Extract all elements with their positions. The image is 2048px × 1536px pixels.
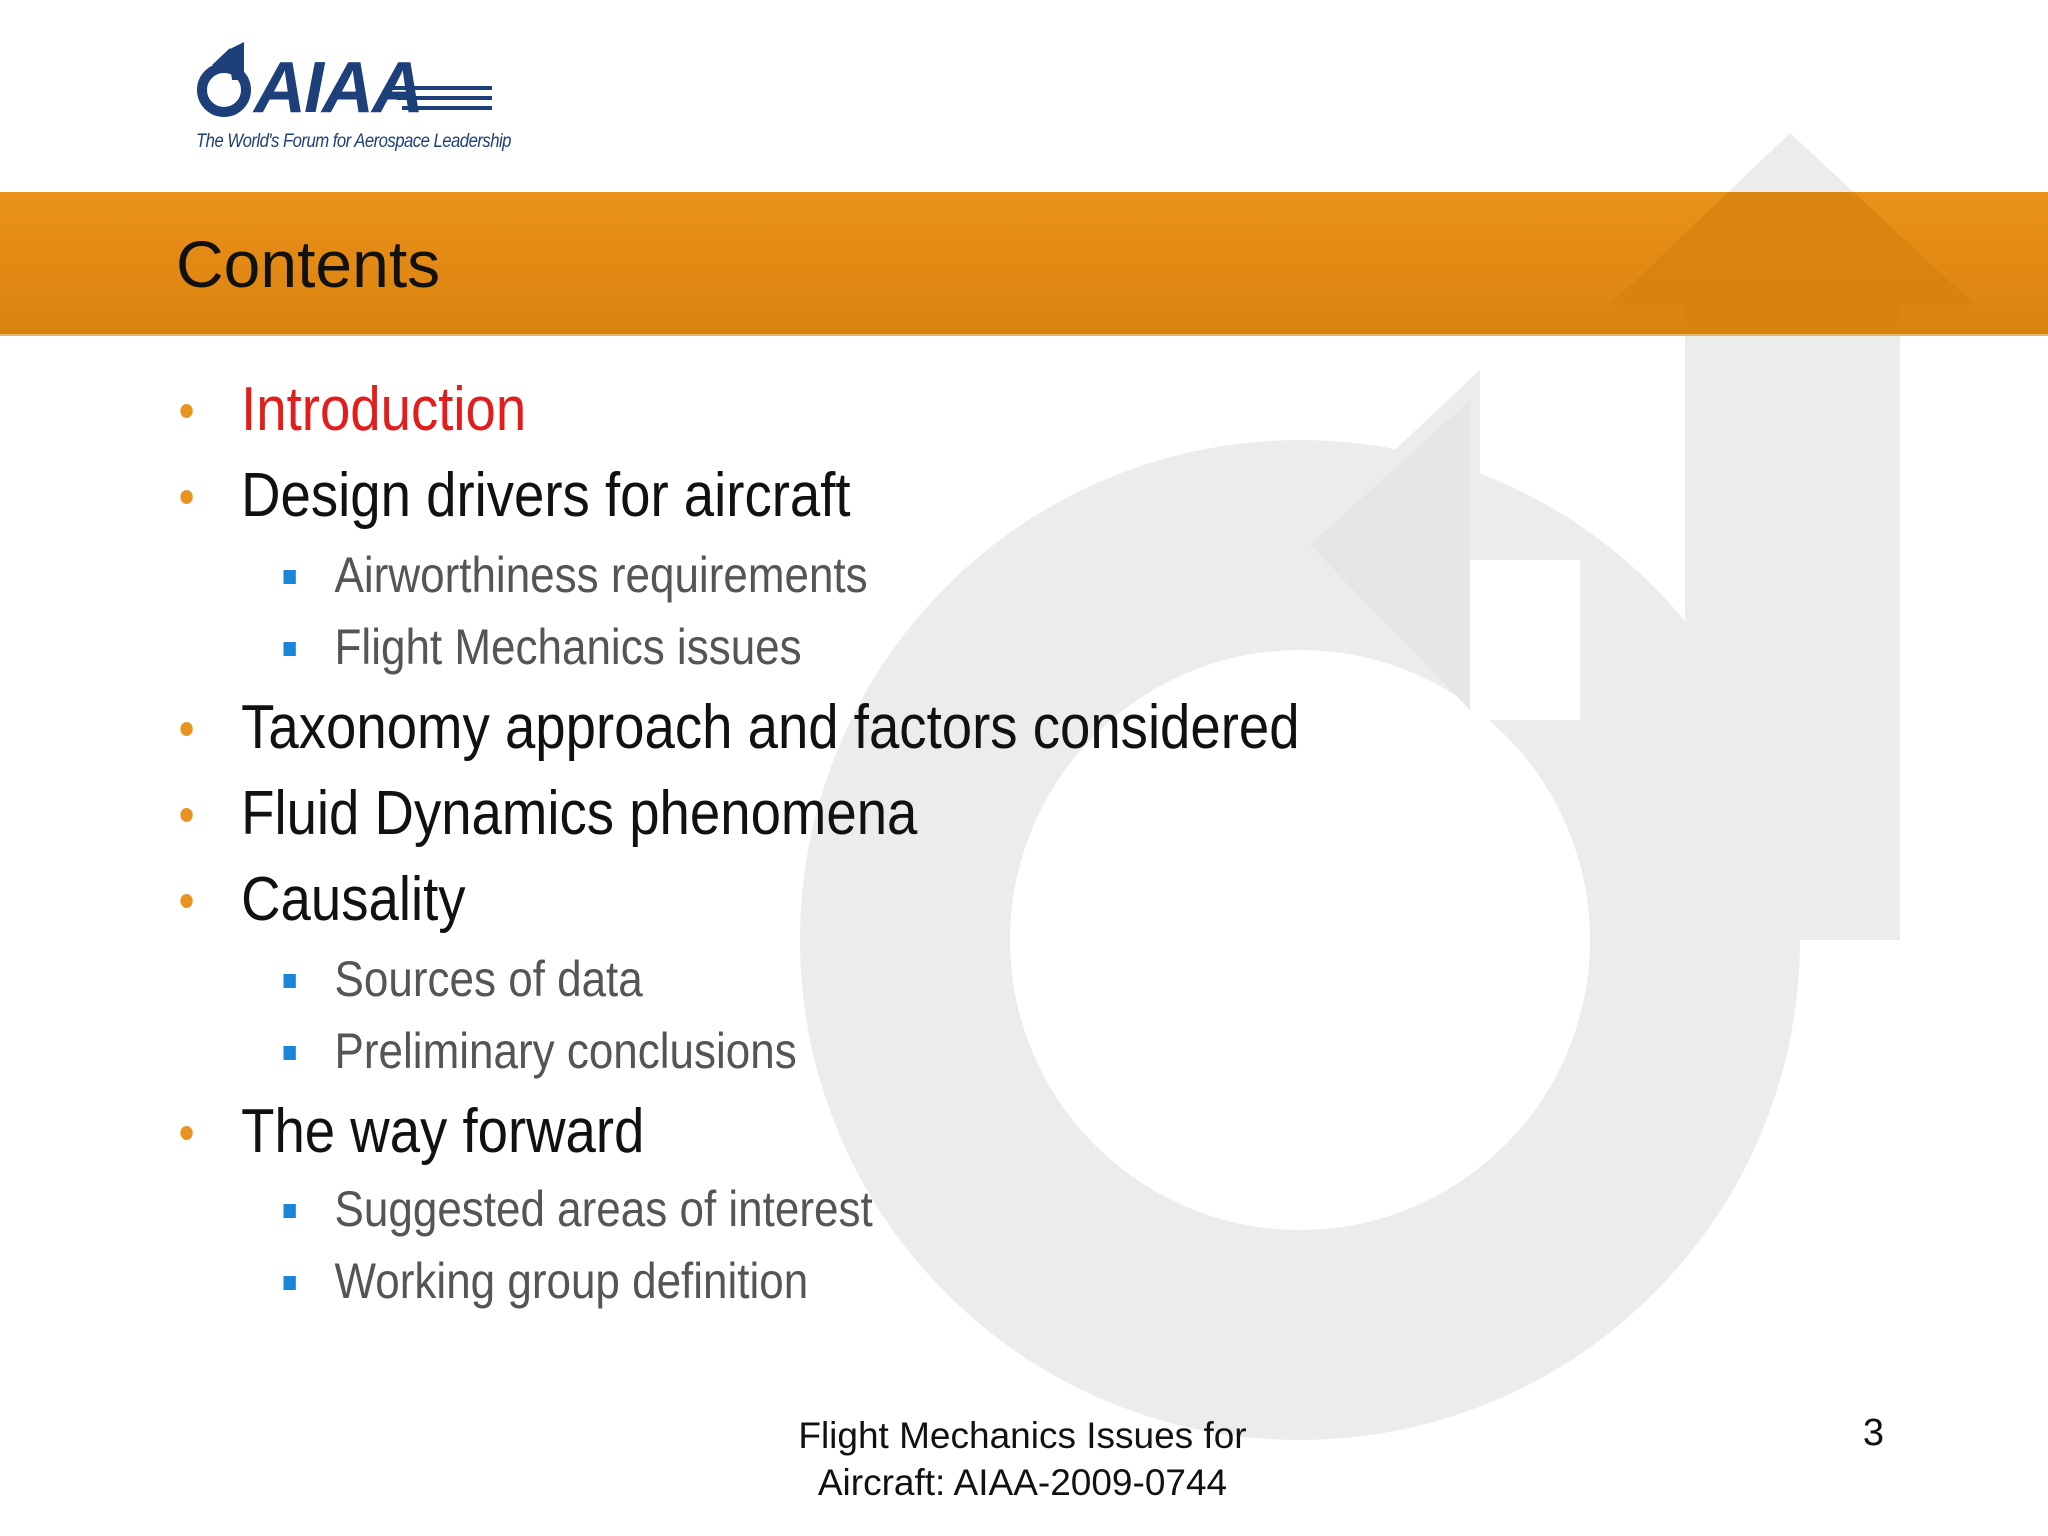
page-number: 3 — [1862, 1412, 1884, 1454]
svg-text:AIAA: AIAA — [254, 48, 422, 128]
outline-item-label: Causality — [241, 865, 466, 934]
footer-line-1: Flight Mechanics Issues for — [798, 1415, 1247, 1456]
outline-item-label: Taxonomy approach and factors considered — [241, 693, 1300, 762]
square-bullet-icon — [284, 1276, 296, 1290]
arrow-tint-icon — [1610, 192, 2048, 334]
outline-item-label: Suggested areas of interest — [334, 1181, 873, 1237]
square-bullet-icon — [284, 1046, 296, 1060]
outline-item-label: Preliminary conclusions — [334, 1023, 797, 1079]
round-bullet-icon — [180, 404, 192, 418]
round-bullet-icon — [180, 808, 192, 822]
outline-item-label: Sources of data — [334, 951, 643, 1007]
square-bullet-icon — [284, 974, 296, 988]
round-bullet-icon — [180, 1126, 192, 1140]
outline-item-label: Fluid Dynamics phenomena — [241, 779, 918, 848]
square-bullet-icon — [284, 642, 296, 656]
slide-footer — [700, 1412, 1345, 1506]
outline-item-label: Airworthiness requirements — [334, 547, 868, 603]
outline-item-label: Introduction — [241, 375, 527, 444]
outline-item-label: The way forward — [241, 1097, 645, 1166]
slide-title: Contents — [176, 227, 441, 301]
footer-line-2: Aircraft: AIAA-2009-0744 — [817, 1462, 1228, 1503]
square-bullet-icon — [284, 1204, 296, 1218]
square-bullet-icon — [284, 570, 296, 584]
round-bullet-icon — [180, 894, 192, 908]
round-bullet-icon — [180, 722, 192, 736]
outline-item-label: Flight Mechanics issues — [334, 619, 802, 675]
round-bullet-icon — [180, 490, 192, 504]
outline-item-label: Design drivers for aircraft — [241, 461, 851, 530]
outline-item-label: Working group definition — [334, 1253, 809, 1309]
logo-tagline: The World's Forum for Aerospace Leadership — [196, 131, 511, 152]
